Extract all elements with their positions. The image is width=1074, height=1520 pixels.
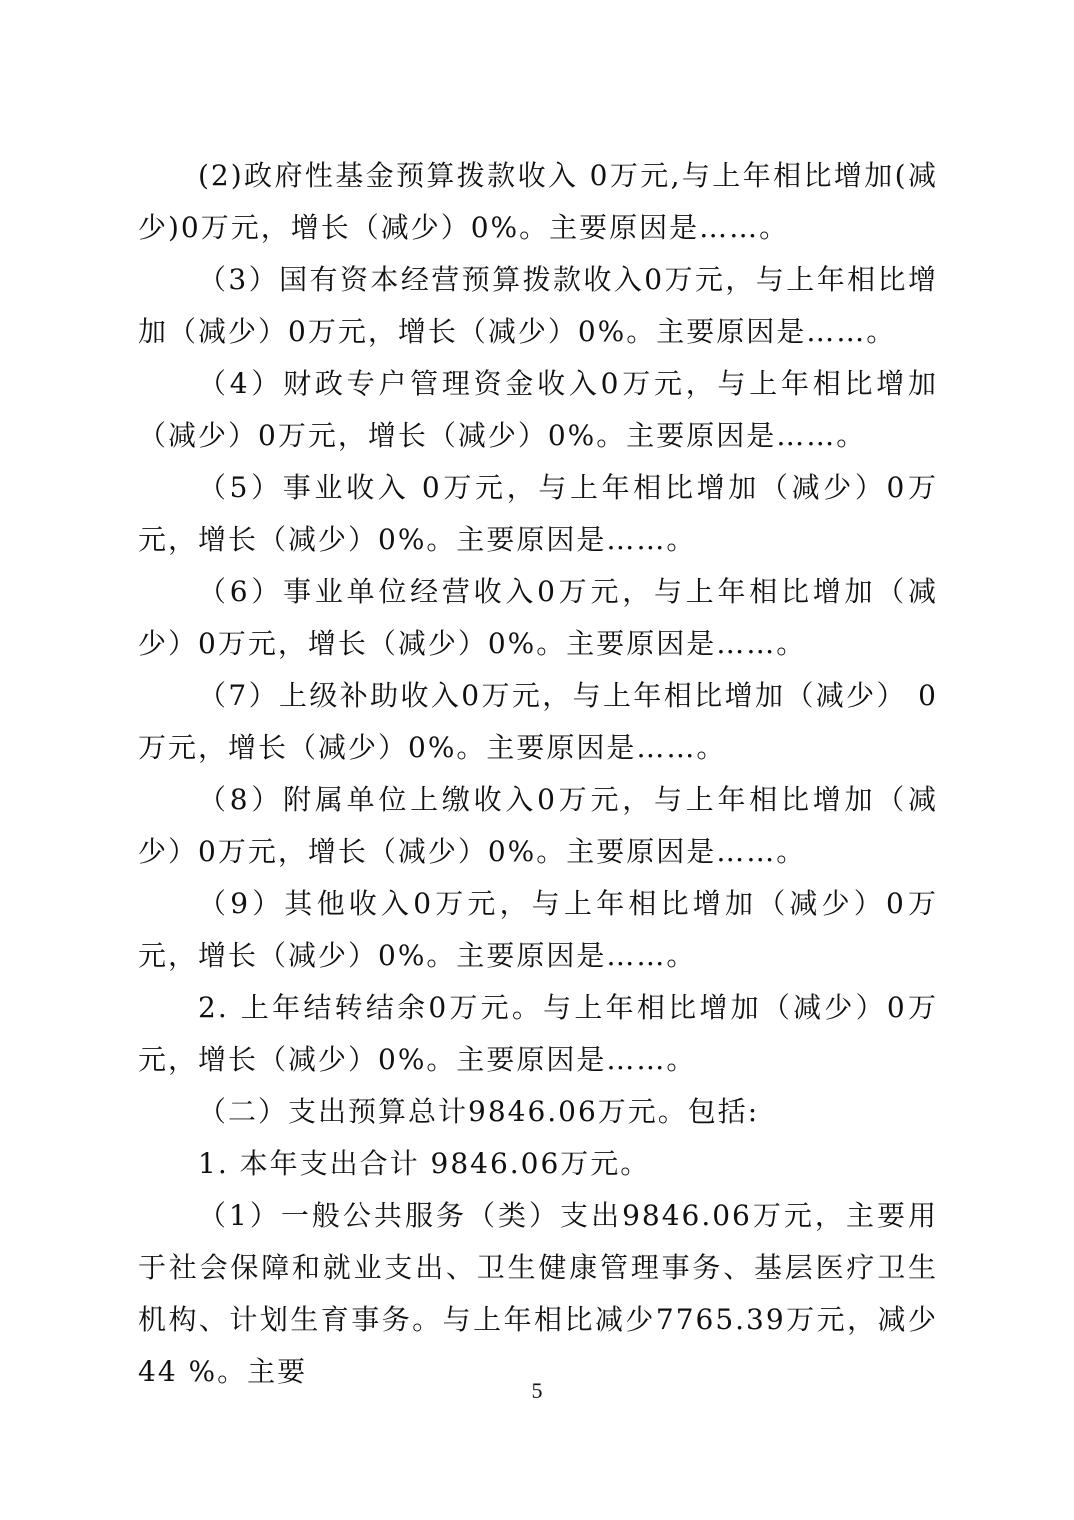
paragraph-affiliated-unit-income: （8）附属单位上缴收入0万元，与上年相比增加（减少）0万元，增长（减少）0%。主要原因是……。 <box>138 783 938 868</box>
paragraph-other-income: （9）其他收入0万元，与上年相比增加（减少）0万元，增长（减少）0%。主要原因是……。 <box>138 887 938 972</box>
document-body <box>138 150 938 1398</box>
paragraph-carryover-balance: 2. 上年结转结余0万元。与上年相比增加（减少）0万元，增长（减少）0%。主要原因是……。 <box>138 991 938 1076</box>
paragraph-expenditure-total: （二）支出预算总计9846.06万元。包括: <box>198 1095 760 1128</box>
paragraph-superior-subsidy-income: （7）上级补助收入0万元，与上年相比增加（减少） 0万元，增长（减少）0%。主要原因是……。 <box>138 679 938 764</box>
paragraph-government-fund-income: (2)政府性基金预算拨款收入 0万元,与上年相比增加(减少)0万元，增长（减少）0%。主要原因是……。 <box>138 159 938 244</box>
paragraph-business-income: （5）事业收入 0万元，与上年相比增加（减少）0万元，增长（减少）0%。主要原因是……。 <box>138 471 938 556</box>
paragraph-state-capital-income: （3）国有资本经营预算拨款收入0万元，与上年相比增加（减少）0万元，增长（减少）0%。主要原因是……。 <box>138 263 938 348</box>
paragraph-public-service-expenditure: （1）一般公共服务（类）支出9846.06万元，主要用于社会保障和就业支出、卫生健康管理事务、基层医疗卫生机构、计划生育事务。与上年相比减少7765.39万元，减少44 %。主要 <box>138 1199 938 1388</box>
paragraph-annual-expenditure: 1. 本年支出合计 9846.06万元。 <box>198 1147 651 1180</box>
page-number: 5 <box>531 1378 543 1403</box>
paragraph-fiscal-account-income: （4）财政专户管理资金收入0万元，与上年相比增加（减少）0万元，增长（减少）0%。主要原因是……。 <box>138 367 938 452</box>
paragraph-operating-income: （6）事业单位经营收入0万元，与上年相比增加（减少）0万元，增长（减少）0%。主要原因是……。 <box>138 575 938 660</box>
